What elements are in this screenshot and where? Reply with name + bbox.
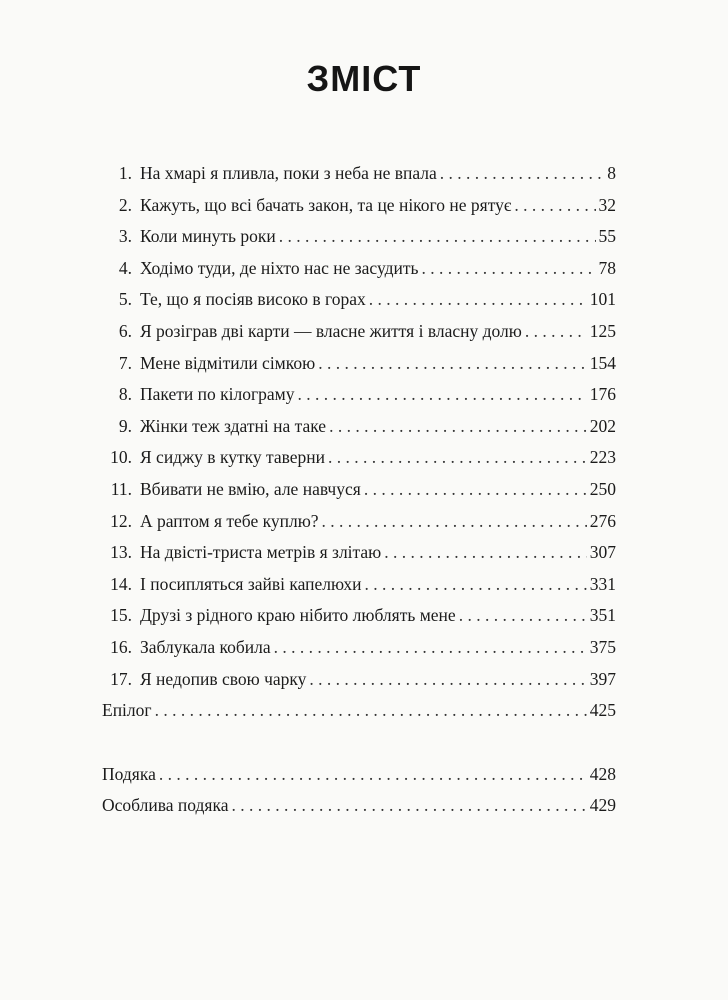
chapter-number: 4. xyxy=(118,257,132,278)
chapter-title: Епілог xyxy=(102,700,152,721)
chapter-title: Особлива подяка xyxy=(102,795,229,816)
chapter-title: На двісті-триста метрів я злітаю xyxy=(140,542,382,563)
chapter-number: 17. xyxy=(110,668,132,689)
chapter-title: Заблукала кобила xyxy=(140,636,271,657)
dot-leader xyxy=(364,474,587,506)
page-number: 425 xyxy=(589,700,616,721)
chapter-title: Коли минуть роки xyxy=(140,226,276,247)
toc-entry-special-thanks xyxy=(100,790,616,822)
page-number: 250 xyxy=(589,478,616,499)
chapter-title: А раптом я тебе куплю? xyxy=(140,510,319,531)
dot-leader xyxy=(231,790,586,822)
chapter-number: 2. xyxy=(118,194,132,215)
chapter-number: 3. xyxy=(118,226,132,247)
page-number: 331 xyxy=(589,573,616,594)
toc-entry-1 xyxy=(100,158,616,190)
chapter-title: Я розіграв дві карти — власне життя і власну долю xyxy=(140,320,522,341)
dot-leader xyxy=(369,284,587,316)
page-number: 429 xyxy=(589,795,616,816)
toc-entry-9 xyxy=(100,411,616,443)
page-number: 223 xyxy=(589,447,616,468)
chapter-title: Друзі з рідного краю нібито люблять мене xyxy=(140,605,456,626)
toc-entry-acknowledgements xyxy=(100,759,616,791)
toc-entry-6 xyxy=(100,316,616,348)
toc-entry-12 xyxy=(100,506,616,538)
chapter-number: 8. xyxy=(118,384,132,405)
chapter-title: Я недопив свою чарку xyxy=(140,668,307,689)
chapter-number: 10. xyxy=(110,447,132,468)
page-number: 176 xyxy=(589,384,616,405)
chapter-title: Те, що я посіяв високо в горах xyxy=(140,289,366,310)
chapter-title: Кажуть, що всі бачать закон, та це нікого не рятує xyxy=(140,194,512,215)
chapter-title: Вбивати не вмію, але навчуся xyxy=(140,478,361,499)
page-number: 55 xyxy=(598,226,616,247)
page-number: 375 xyxy=(589,636,616,657)
page-number: 101 xyxy=(589,289,616,310)
dot-leader xyxy=(155,695,587,727)
toc-entry-3 xyxy=(100,221,616,253)
chapter-title: Я сиджу в кутку таверни xyxy=(140,447,326,468)
dot-leader xyxy=(440,158,604,190)
chapter-number: 11. xyxy=(110,478,132,499)
chapter-title: Мене відмітили сімкою xyxy=(140,352,316,373)
chapter-title: На хмарі я пливла, поки з неба не впала xyxy=(140,163,437,183)
dot-leader xyxy=(384,537,587,569)
toc-entry-epilogue xyxy=(100,695,616,727)
toc-entry-11 xyxy=(100,474,616,506)
toc-entry-14 xyxy=(100,569,616,601)
page-number: 276 xyxy=(589,510,616,531)
page-number: 125 xyxy=(589,320,616,341)
chapter-number: 13. xyxy=(110,542,132,563)
dot-leader xyxy=(525,316,587,348)
dot-leader xyxy=(365,569,587,601)
dot-leader xyxy=(459,600,587,632)
page-number: 32 xyxy=(598,194,616,215)
dot-leader xyxy=(422,253,596,285)
dot-leader xyxy=(309,664,586,696)
dot-leader xyxy=(297,379,586,411)
dot-leader xyxy=(279,221,596,253)
chapter-number: 9. xyxy=(118,415,132,436)
dot-leader xyxy=(322,506,587,538)
toc-entry-16 xyxy=(100,632,616,664)
page-number: 351 xyxy=(589,605,616,626)
page-number: 428 xyxy=(589,763,616,784)
toc-entry-15 xyxy=(100,600,616,632)
chapter-number: 15. xyxy=(110,605,132,626)
page-number: 397 xyxy=(589,668,616,689)
page-number: 8 xyxy=(607,163,616,183)
toc-entry-4 xyxy=(100,253,616,285)
chapter-number: 1. xyxy=(118,163,132,183)
dot-leader xyxy=(329,411,587,443)
toc-entry-2 xyxy=(100,190,616,222)
chapter-number: 5. xyxy=(118,289,132,310)
table-of-contents xyxy=(100,158,616,822)
dot-leader xyxy=(328,442,587,474)
page-number: 78 xyxy=(598,257,616,278)
dot-leader xyxy=(318,348,587,380)
chapter-title: Жінки теж здатні на таке xyxy=(140,415,327,436)
toc-entry-13 xyxy=(100,537,616,569)
chapter-number: 7. xyxy=(118,352,132,373)
toc-entry-10 xyxy=(100,442,616,474)
dot-leader xyxy=(514,190,595,222)
page-title: ЗМІСТ xyxy=(306,58,422,99)
chapter-title: Ходімо туди, де ніхто нас не засудить xyxy=(140,257,419,278)
chapter-title: Подяка xyxy=(102,763,156,784)
dot-leader xyxy=(274,632,587,664)
chapter-number: 14. xyxy=(110,573,132,594)
page-number: 154 xyxy=(589,352,616,373)
toc-entry-17 xyxy=(100,664,616,696)
chapter-title: Пакети по кілограму xyxy=(140,384,295,405)
chapter-number: 12. xyxy=(110,510,132,531)
toc-entry-5 xyxy=(100,284,616,316)
chapter-number: 6. xyxy=(118,320,132,341)
chapter-title: І посипляться зайві капелюхи xyxy=(140,573,362,594)
toc-entry-7 xyxy=(100,348,616,380)
page-number: 307 xyxy=(589,542,616,563)
page-number: 202 xyxy=(589,415,616,436)
section-spacer xyxy=(100,727,616,759)
toc-entry-8 xyxy=(100,379,616,411)
chapter-number: 16. xyxy=(110,636,132,657)
dot-leader xyxy=(159,759,587,791)
